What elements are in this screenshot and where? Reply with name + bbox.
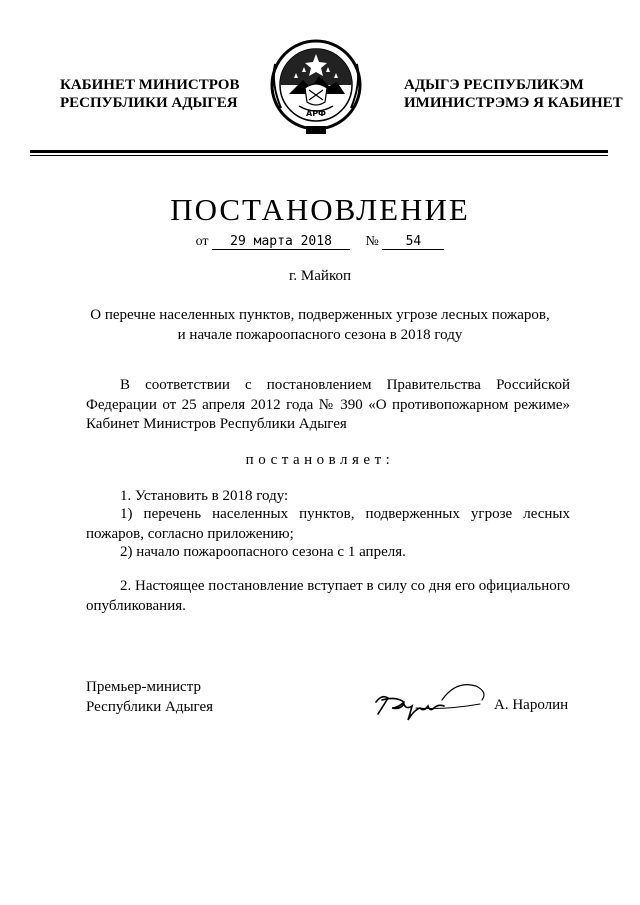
document-subject [60,306,580,345]
header-rule-thin [30,155,608,156]
svg-text:АРФ: АРФ [306,109,326,118]
signatory-position [86,678,213,717]
coat-of-arms-emblem [269,36,363,138]
clause-1: 1. Установить в 2018 году: [120,488,289,504]
preamble-paragraph: В соответствии с постановлением Правительства Российской Федерации от 25 апреля 2012 года № 390 «О противопожарном режиме» Кабинет Министров Республики Адыгея [86,377,570,432]
position-line-1: Премьер-министр [86,679,201,695]
number-sign: № [365,234,379,249]
issuer-line-1-adyghe: АДЫГЭ РЕСПУБЛИКЭМ [404,77,584,93]
subject-line-1: О перечне населенных пунктов, подверженных угрозе лесных пожаров, [90,307,550,323]
subject-line-2: и начале пожароопасного сезона в 2018 году [177,326,463,343]
issuer-line-2-adyghe: ИМИНИСТРЭМЭ Я КАБИНЕТ [404,95,623,111]
issuer-line-1: КАБИНЕТ МИНИСТРОВ [60,77,240,93]
clause-2: 2. Настоящее постановление вступает в силу со дня его официального опубликования. [86,578,570,614]
header-rule-thick [30,150,608,153]
date-number-line [0,234,640,258]
issuer-line-2: РЕСПУБЛИКИ АДЫГЕЯ [60,95,238,111]
clause-1-2: 2) начало пожароопасного сезона с 1 апреля. [120,544,406,560]
signatory-name: А. Наролин [494,697,569,713]
clause-1-1: 1) перечень населенных пунктов, подверженных угрозе лесных пожаров, согласно приложению; [86,506,570,542]
handwritten-signature [372,678,494,722]
position-line-2: Республики Адыгея [86,698,214,715]
document-date: 29 марта 2018 [212,234,350,250]
date-prefix: от [195,234,209,249]
decree-word: постановляет: [245,452,395,468]
document-number: 54 [382,234,444,250]
document-city: г. Майкоп [288,268,352,284]
issuer-name-russian [60,76,239,112]
document-title: ПОСТАНОВЛЕНИЕ [170,192,470,227]
issuer-name-adyghe [404,76,623,112]
